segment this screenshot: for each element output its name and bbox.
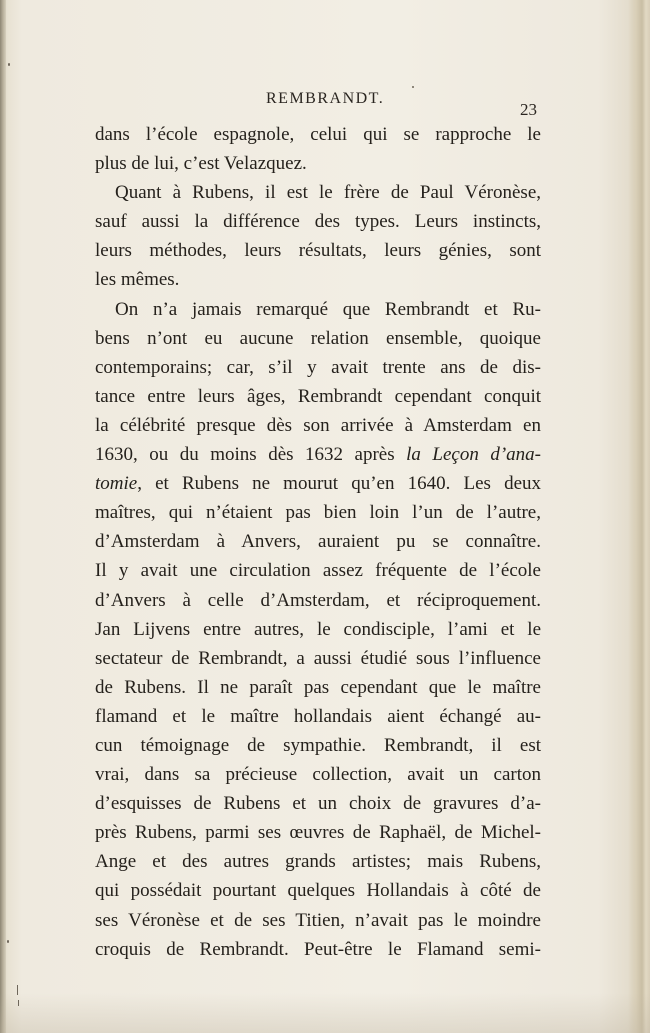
- text-run: près Rubens, parmi ses œuvres de Raphaël, de Michel-: [95, 822, 541, 844]
- text-run: contemporains; car, s’il y avait trente ans de dis-: [95, 356, 541, 378]
- ink-speck: [17, 985, 18, 995]
- text-line: [95, 673, 541, 702]
- text-run: plus de lui, c’est Velazquez.: [95, 153, 307, 175]
- text-line: [95, 498, 541, 527]
- text-run: croquis de Rembrandt. Peut-être le Flamand semi-: [95, 938, 541, 960]
- italic-run: tomie: [95, 473, 138, 495]
- text-run: maîtres, qui n’étaient pas bien loin l’un de l’autre,: [95, 502, 541, 524]
- text-line: [95, 469, 541, 498]
- text-run: sauf aussi la différence des types. Leurs instincts,: [95, 211, 541, 233]
- text-run: de Rubens. Il ne paraît pas cependant que le maître: [95, 676, 541, 698]
- binding-edge: [0, 0, 6, 1033]
- ink-speck: [8, 63, 10, 66]
- text-line: [95, 324, 541, 353]
- text-line: [95, 556, 541, 585]
- running-head: REMBRANDT.: [266, 90, 385, 107]
- text-line: [95, 265, 541, 294]
- page-edge: [628, 0, 650, 1033]
- text-line: [95, 411, 541, 440]
- italic-run: la Leçon d’ana-: [406, 444, 541, 466]
- text-run: bens n’ont eu aucune relation ensemble, quoique: [95, 327, 541, 349]
- text-run: Quant à Rubens, il est le frère de Paul Véronèse,: [115, 182, 541, 204]
- ink-speck: [7, 940, 9, 943]
- text-line: [95, 527, 541, 556]
- text-line: [95, 789, 541, 818]
- text-run: 1630, ou du moins dès 1632 après: [95, 444, 407, 466]
- text-line: [95, 178, 541, 207]
- text-run: Jan Lijvens entre autres, le condisciple, l’ami et le: [95, 618, 541, 640]
- text-line: [95, 876, 541, 905]
- text-run: cun témoignage de sympathie. Rembrandt, il est: [95, 734, 541, 756]
- ink-speck: [412, 86, 414, 88]
- text-line: [95, 586, 541, 615]
- text-run: , et Rubens ne mourut qu’en 1640. Les deux: [137, 473, 541, 495]
- text-line: [95, 353, 541, 382]
- page-bottom-shade: [0, 993, 650, 1033]
- text-run: qui possédait pourtant quelques Hollandais à côté de: [95, 880, 541, 902]
- text-run: la célébrité presque dès son arrivée à Amsterdam en: [95, 414, 541, 436]
- page-number: 23: [520, 100, 537, 119]
- ink-speck: [18, 1000, 19, 1006]
- text-line: [95, 760, 541, 789]
- text-run: vrai, dans sa précieuse collection, avait un carton: [95, 764, 541, 786]
- text-run: dans l’école espagnole, celui qui se rapproche le: [95, 124, 541, 145]
- text-run: On n’a jamais remarqué que Rembrandt et Ru-: [115, 298, 541, 320]
- text-line: [95, 644, 541, 673]
- text-line: [95, 702, 541, 731]
- text-line: [95, 935, 541, 964]
- text-line: [95, 818, 541, 847]
- text-line: [95, 149, 541, 178]
- text-line: [95, 615, 541, 644]
- text-run: d’esquisses de Rubens et un choix de gravures d’a-: [95, 793, 541, 815]
- text-run: d’Anvers à celle d’Amsterdam, et réciproquement.: [95, 589, 541, 611]
- text-run: tance entre leurs âges, Rembrandt cependant conquit: [95, 385, 541, 407]
- text-line: [95, 207, 541, 236]
- text-run: leurs méthodes, leurs résultats, leurs génies, sont: [95, 240, 541, 262]
- text-line: [95, 440, 541, 469]
- text-run: Ange et des autres grands artistes; mais Rubens,: [95, 851, 541, 873]
- text-line: [95, 120, 541, 149]
- text-line: [95, 847, 541, 876]
- text-run: Il y avait une circulation assez fréquente de l’école: [95, 560, 541, 582]
- text-line: [95, 295, 541, 324]
- body-text: [95, 120, 541, 964]
- text-line: [95, 382, 541, 411]
- text-run: ses Véronèse et de ses Titien, n’avait pas le moindre: [95, 909, 541, 931]
- text-run: sectateur de Rembrandt, a aussi étudié sous l’influence: [95, 647, 541, 669]
- text-run: flamand et le maître hollandais aient échangé au-: [95, 705, 541, 727]
- text-line: [95, 731, 541, 760]
- text-line: [95, 906, 541, 935]
- text-run: les mêmes.: [95, 269, 180, 291]
- text-line: [95, 236, 541, 265]
- text-run: d’Amsterdam à Anvers, auraient pu se connaître.: [95, 531, 541, 553]
